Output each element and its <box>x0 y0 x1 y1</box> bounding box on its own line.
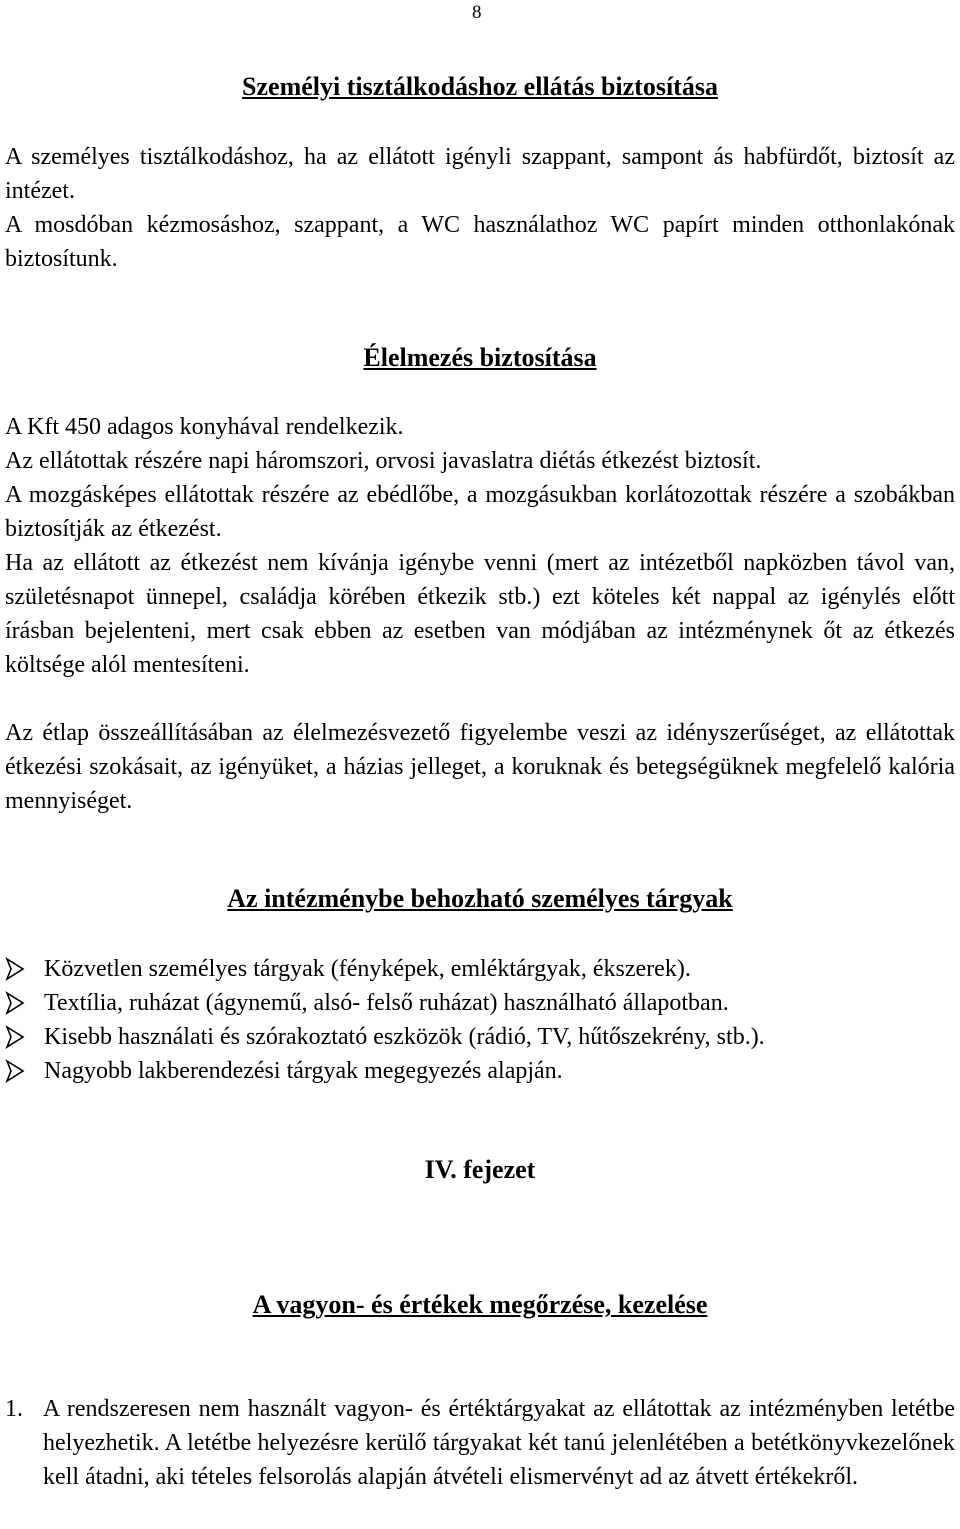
section-title-valuables: A vagyon- és értékek megőrzése, kezelése <box>252 1290 708 1319</box>
paragraph: Az ellátottak részére napi háromszori, orvosi javaslatra diétás étkezést biztosít. <box>5 448 762 474</box>
arrowhead-bullet-icon <box>4 952 26 986</box>
numbered-item <box>5 1392 955 1494</box>
list-item-text: Textília, ruházat (ágynemű, alsó- felső ruházat) használható állapotban. <box>44 990 729 1016</box>
paragraph: A mozgásképes ellátottak részére az ebédlőbe, a mozgásukban korlátozottak részére a szobákban biztosítják az étkezést. <box>5 482 955 542</box>
menu-paragraph <box>5 716 955 818</box>
catering-text <box>5 410 955 682</box>
arrowhead-bullet-icon <box>4 1020 26 1054</box>
item-number: 1. <box>5 1396 23 1422</box>
hygiene-text <box>5 140 955 276</box>
section-title-catering: Élelmezés biztosítása <box>363 343 597 372</box>
arrowhead-bullet-icon <box>4 1054 26 1088</box>
list-item <box>44 986 955 1020</box>
paragraph: A Kft 450 adagos konyhával rendelkezik. <box>5 414 404 440</box>
arrowhead-bullet-icon <box>4 986 26 1020</box>
list-item <box>44 1054 955 1088</box>
paragraph: A mosdóban kézmosáshoz, szappant, a WC használathoz WC papírt minden otthonlakónak biztosítunk. <box>5 212 955 272</box>
paragraph: Az étlap összeállításában az élelmezésvezető figyelembe veszi az idényszerűséget, az ellátottak étkezési szokásait, az igényüket, a házias jelleget, a koruknak és betegségüknek megfelelő kalória mennyiséget. <box>5 720 955 814</box>
list-item <box>44 952 955 986</box>
paragraph: A személyes tisztálkodáshoz, ha az ellátott igényli szappant, sampont ás habfürdőt, biztosít az intézet. <box>5 144 955 204</box>
chapter-heading: IV. fejezet <box>424 1155 536 1184</box>
section-title-belongings: Az intézménybe behozható személyes tárgyak <box>227 884 733 913</box>
list-item-text: Kisebb használati és szórakoztató eszközök (rádió, TV, hűtőszekrény, stb.). <box>44 1024 765 1050</box>
list-item <box>44 1020 955 1054</box>
page-number: 8 <box>472 2 482 23</box>
list-item-text: Közvetlen személyes tárgyak (fényképek, emléktárgyak, ékszerek). <box>44 956 691 982</box>
paragraph: Ha az ellátott az étkezést nem kívánja igénybe venni (mert az intézetből napközben távol van, születésnapot ünnepel, családja körében étkezik stb.) ezt köteles két nappal az igénylés előtt írásban bejelenteni, mert csak ebben az esetben van módjában az intézménynek őt az étkezés költsége alól mentesíteni. <box>5 550 955 678</box>
list-item-text: Nagyobb lakberendezési tárgyak megegyezés alapján. <box>44 1058 563 1084</box>
section-title-hygiene: Személyi tisztálkodáshoz ellátás biztosítása <box>242 72 718 101</box>
belongings-list <box>44 952 955 1088</box>
item-text: A rendszeresen nem használt vagyon- és értéktárgyakat az ellátottak az intézményben letétbe helyezhetik. A letétbe helyezésre kerülő tárgyakat két tanú jelenlétében a betétkönyvkezelőnek kell átadni, aki tételes felsorolás alapján átvételi elismervényt ad az átvett értékekről. <box>43 1396 955 1490</box>
